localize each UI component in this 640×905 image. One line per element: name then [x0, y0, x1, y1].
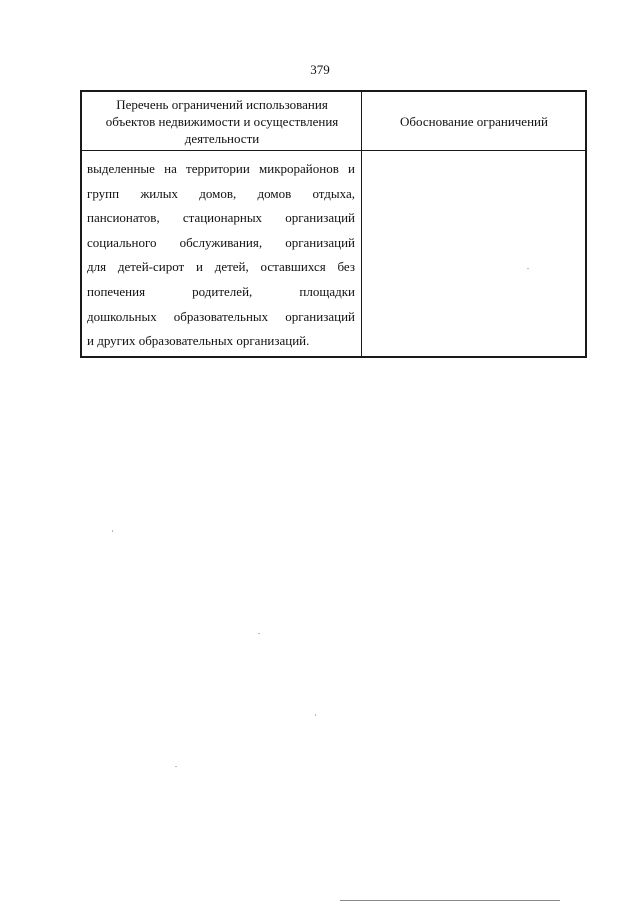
body-line: и других образовательных организаций. — [87, 333, 310, 349]
page-number: 379 — [310, 62, 330, 77]
body-line: пансионатов, стационарных организаций — [87, 210, 355, 226]
body-cell-restrictions — [87, 157, 355, 354]
body-line: групп жилых домов, домов отдыха, — [87, 185, 355, 201]
header-line: объектов недвижимости и осуществления — [105, 114, 339, 129]
scan-speck — [175, 766, 177, 767]
scan-speck — [315, 714, 316, 716]
header-line: деятельности — [184, 131, 260, 146]
body-line: выделенные на территории микрорайонов и — [87, 161, 355, 176]
body-line: для детей-сирот и детей, оставшихся без — [87, 259, 355, 275]
restrictions-table — [80, 90, 587, 358]
header-cell-justification: Обоснование ограничений — [400, 114, 548, 129]
header-cell-restrictions — [86, 96, 358, 147]
scan-speck — [112, 530, 113, 532]
body-line: дошкольных образовательных организаций — [87, 308, 355, 324]
scan-speck — [527, 268, 529, 269]
body-line: социального обслуживания, организаций — [87, 234, 355, 250]
column-divider — [361, 92, 362, 356]
scan-edge-line — [340, 900, 560, 901]
header-line: Перечень ограничений использования — [116, 97, 328, 112]
scan-speck — [258, 633, 260, 634]
body-line: попечения родителей, площадки — [87, 283, 355, 299]
